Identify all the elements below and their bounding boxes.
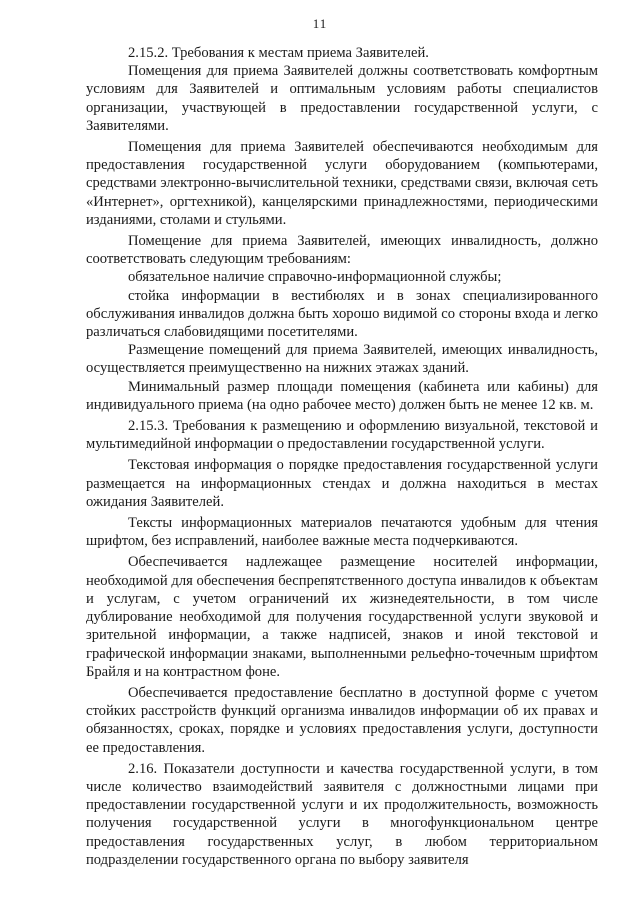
paragraph: Текстовая информация о порядке предоставления государственной услуги размещается на информационных стендах и должна находиться в местах ожидания Заявителей. (86, 457, 598, 510)
paragraph: Помещение для приема Заявителей, имеющих инвалидность, должно соответствовать следующим требованиям: (86, 233, 598, 268)
document-body (86, 44, 598, 869)
paragraph: Обеспечивается надлежащее размещение носителей информации, необходимой для обеспечения беспрепятственного доступа инвалидов к объектам и услугам, с учетом ограничений их жизнедеятельности, в том числе дублирование необходимой для получения государственной услуги звуковой и зрительной информации, а также надписей, знаков и иной текстовой и графической информации знаками, выполненными рельефно-точечным шрифтом Брайля и на контрастном фоне. (86, 554, 598, 680)
page-number: 11 (312, 16, 328, 31)
section-heading-2-15-3: 2.15.3. Требования к размещению и оформлению визуальной, текстовой и мультимедийной информации о предоставлении государственной услуги. (86, 418, 598, 453)
section-heading-2-16: 2.16. Показатели доступности и качества государственной услуги, в том числе количество взаимодействий заявителя с должностными лицами при предоставлении государственной услуги и их продолжительность, возможность получения государственной услуги в многофункциональном центре предоставления государственных услуг, в любом территориальном подразделении государственного органа по выбору заявителя (86, 760, 598, 868)
paragraph: Размещение помещений для приема Заявителей, имеющих инвалидность, осуществляется преимущественно на нижних этажах зданий. (86, 342, 598, 377)
section-heading-2-15-2: 2.15.2. Требования к местам приема Заявителей. (128, 45, 429, 61)
paragraph: Обеспечивается предоставление бесплатно в доступной форме с учетом стойких расстройств функций организма инвалидов информации об их правах и обязанностях, сроках, порядке и условиях предоставления услуги, доступности ее предоставления. (86, 684, 598, 756)
list-item: стойка информации в вестибюлях и в зонах специализированного обслуживания инвалидов должна быть хорошо видимой со стороны входа и легко различаться слабовидящими посетителями. (86, 287, 598, 341)
list-item: обязательное наличие справочно-информационной службы; (128, 269, 502, 286)
paragraph: Минимальный размер площади помещения (кабинета или кабины) для индивидуального приема (на одно рабочее место) должен быть не менее 12 кв. м. (86, 378, 598, 413)
paragraph: Помещения для приема Заявителей обеспечиваются необходимым для предоставления государственной услуги оборудованием (компьютерами, средствами электронно-вычислительной техники, средствами связи, включая сеть «Интернет», оргтехникой), канцелярскими принадлежностями, периодическими изданиями, столами и стульями. (86, 139, 598, 228)
paragraph: Тексты информационных материалов печатаются удобным для чтения шрифтом, без исправлений, наиболее важные места подчеркиваются. (86, 515, 598, 550)
paragraph: Помещения для приема Заявителей должны соответствовать комфортным условиям для Заявителей и оптимальным условиям работы специалистов организации, участвующей в предоставлении государственной услуги, с Заявителями. (86, 63, 598, 134)
